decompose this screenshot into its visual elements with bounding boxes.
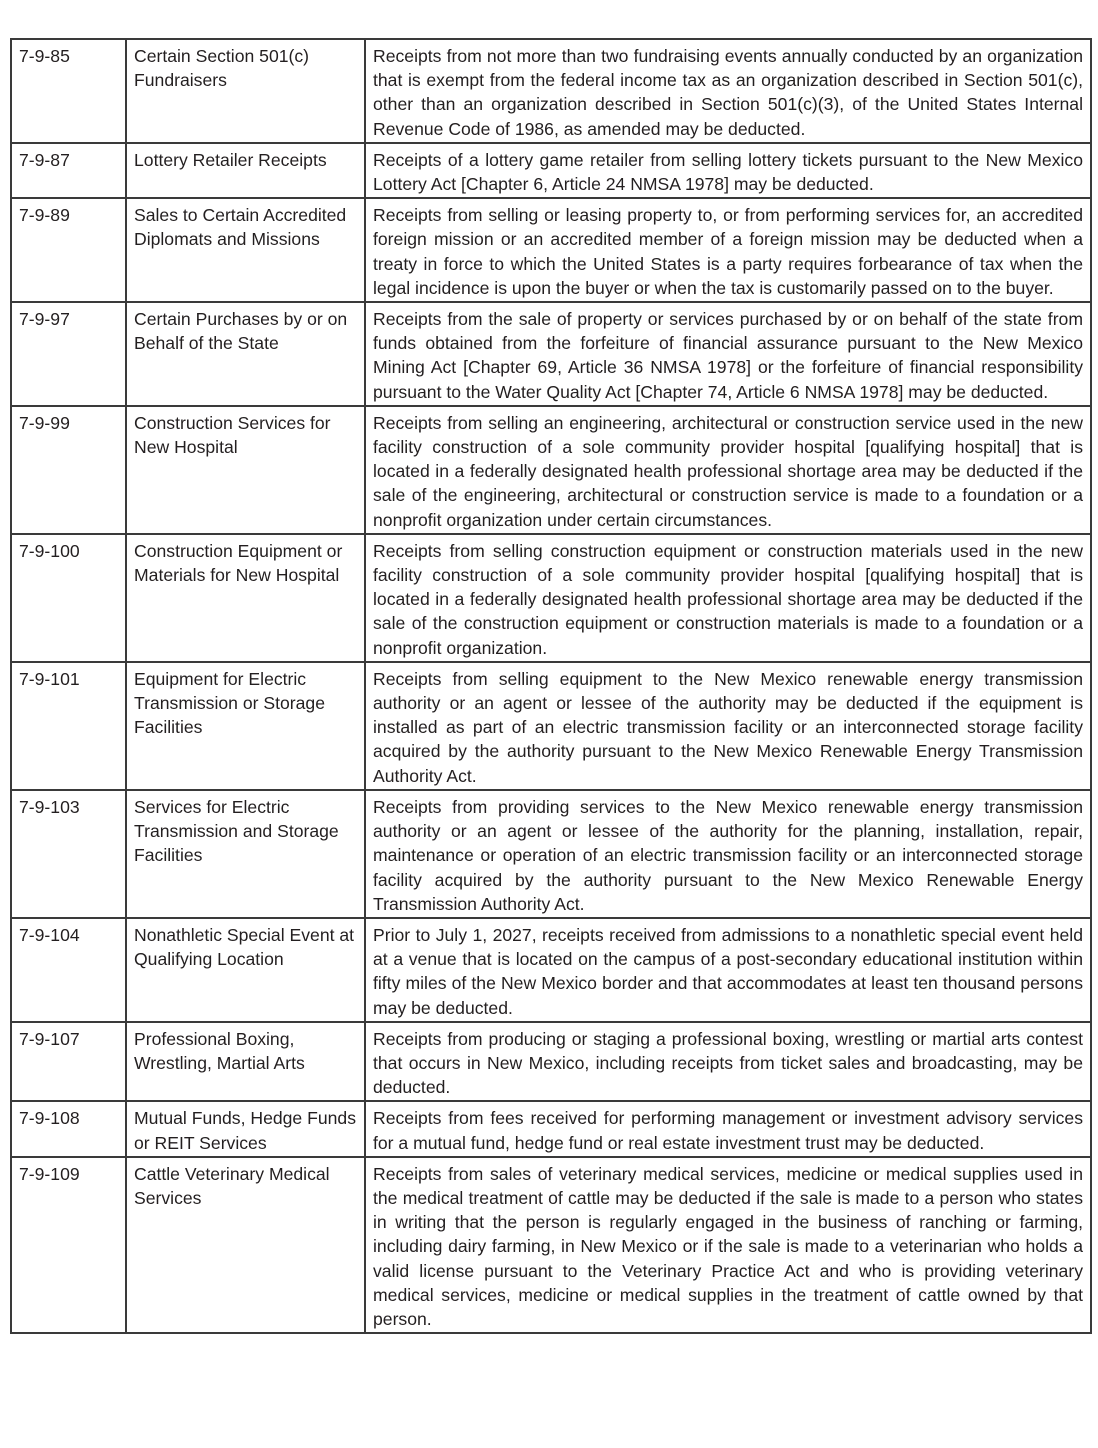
deduction-description: Receipts from the sale of property or services purchased by or on behalf of the state from funds obtained from the forfeiture of financial assurance pursuant to the New Mexico Mining Act [Chapter 69, Article 36 NMSA 1978] or the forfeiture of financial responsibility pursuant to the Water Quality Act [Chapter 74, Article 6 NMSA 1978] may be deducted. — [365, 302, 1091, 406]
deduction-description: Receipts from producing or staging a professional boxing, wrestling or martial arts contest that occurs in New Mexico, including receipts from ticket sales and broadcasting, may be deducted. — [365, 1022, 1091, 1102]
deduction-description: Receipts of a lottery game retailer from selling lottery tickets pursuant to the New Mexico Lottery Act [Chapter 6, Article 24 NMSA 1978] may be deducted. — [365, 143, 1091, 198]
deductions-table-body — [11, 39, 1091, 1333]
section-number: 7-9-99 — [11, 406, 126, 534]
deduction-description: Receipts from not more than two fundraising events annually conducted by an organization that is exempt from the federal income tax as an organization described in Section 501(c), other than an organization described in Section 501(c)(3), of the United States Internal Revenue Code of 1986, as amended may be deducted. — [365, 39, 1091, 143]
deduction-title: Nonathletic Special Event at Qualifying Location — [126, 918, 365, 1022]
table-row — [11, 790, 1091, 918]
table-row — [11, 918, 1091, 1022]
deduction-description: Receipts from selling an engineering, architectural or construction service used in the new facility construction of a sole community provider hospital [qualifying hospital] that is located in a federally designated health professional shortage area may be deducted if the sale of the engineering, architectural or construction service is made to a foundation or a nonprofit organization under certain circumstances. — [365, 406, 1091, 534]
deduction-description: Receipts from fees received for performing management or investment advisory services for a mutual fund, hedge fund or real estate investment trust may be deducted. — [365, 1101, 1091, 1156]
deductions-table — [10, 38, 1092, 1334]
table-row — [11, 406, 1091, 534]
table-row — [11, 662, 1091, 790]
table-row — [11, 1022, 1091, 1102]
table-row — [11, 1101, 1091, 1156]
deduction-title: Services for Electric Transmission and Storage Facilities — [126, 790, 365, 918]
deduction-title: Lottery Retailer Receipts — [126, 143, 365, 198]
section-number: 7-9-103 — [11, 790, 126, 918]
deduction-title: Equipment for Electric Transmission or Storage Facilities — [126, 662, 365, 790]
deduction-description: Receipts from providing services to the New Mexico renewable energy transmission authority or an agent or lessee of the authority for the planning, installation, repair, maintenance or operation of an electric transmission facility or an interconnected storage facility acquired by the authority pursuant to the New Mexico Renewable Energy Transmission Authority Act. — [365, 790, 1091, 918]
section-number: 7-9-89 — [11, 198, 126, 302]
section-number: 7-9-108 — [11, 1101, 126, 1156]
table-row — [11, 143, 1091, 198]
table-row — [11, 198, 1091, 302]
section-number: 7-9-101 — [11, 662, 126, 790]
deduction-title: Certain Purchases by or on Behalf of the State — [126, 302, 365, 406]
table-row — [11, 39, 1091, 143]
deduction-title: Mutual Funds, Hedge Funds or REIT Services — [126, 1101, 365, 1156]
deduction-title: Certain Section 501(c) Fundraisers — [126, 39, 365, 143]
deduction-title: Sales to Certain Accredited Diplomats and Missions — [126, 198, 365, 302]
deduction-title: Cattle Veterinary Medical Services — [126, 1157, 365, 1333]
section-number: 7-9-107 — [11, 1022, 126, 1102]
section-number: 7-9-97 — [11, 302, 126, 406]
deduction-title: Construction Equipment or Materials for New Hospital — [126, 534, 365, 662]
document-page — [10, 38, 1090, 1334]
deduction-title: Professional Boxing, Wrestling, Martial Arts — [126, 1022, 365, 1102]
table-row — [11, 534, 1091, 662]
table-row — [11, 302, 1091, 406]
section-number: 7-9-109 — [11, 1157, 126, 1333]
section-number: 7-9-104 — [11, 918, 126, 1022]
section-number: 7-9-85 — [11, 39, 126, 143]
deduction-description: Prior to July 1, 2027, receipts received from admissions to a nonathletic special event held at a venue that is located on the campus of a post-secondary educational institution within fifty miles of the New Mexico border and that accommodates at least ten thousand persons may be deducted. — [365, 918, 1091, 1022]
deduction-description: Receipts from selling or leasing property to, or from performing services for, an accredited foreign mission or an accredited member of a foreign mission may be deducted when a treaty in force to which the United States is a party requires forbearance of tax when the legal incidence is upon the buyer or when the tax is customarily passed on to the buyer. — [365, 198, 1091, 302]
table-row — [11, 1157, 1091, 1333]
section-number: 7-9-100 — [11, 534, 126, 662]
deduction-description: Receipts from sales of veterinary medical services, medicine or medical supplies used in the medical treatment of cattle may be deducted if the sale is made to a person who states in writing that the person is regularly engaged in the business of ranching or farming, including dairy farming, in New Mexico or if the sale is made to a veterinarian who holds a valid license pursuant to the Veterinary Practice Act and who is providing veterinary medical services, medicine or medical supplies in the treatment of cattle owned by that person. — [365, 1157, 1091, 1333]
deduction-description: Receipts from selling equipment to the New Mexico renewable energy transmission authority or an agent or lessee of the authority may be deducted if the equipment is installed as part of an electric transmission facility or an interconnected storage facility acquired by the authority pursuant to the New Mexico Renewable Energy Transmission Authority Act. — [365, 662, 1091, 790]
section-number: 7-9-87 — [11, 143, 126, 198]
deduction-description: Receipts from selling construction equipment or construction materials used in the new facility construction of a sole community provider hospital [qualifying hospital] that is located in a federally designated health professional shortage area may be deducted if the sale of the construction equipment or construction materials is made to a foundation or a nonprofit organization. — [365, 534, 1091, 662]
deduction-title: Construction Services for New Hospital — [126, 406, 365, 534]
